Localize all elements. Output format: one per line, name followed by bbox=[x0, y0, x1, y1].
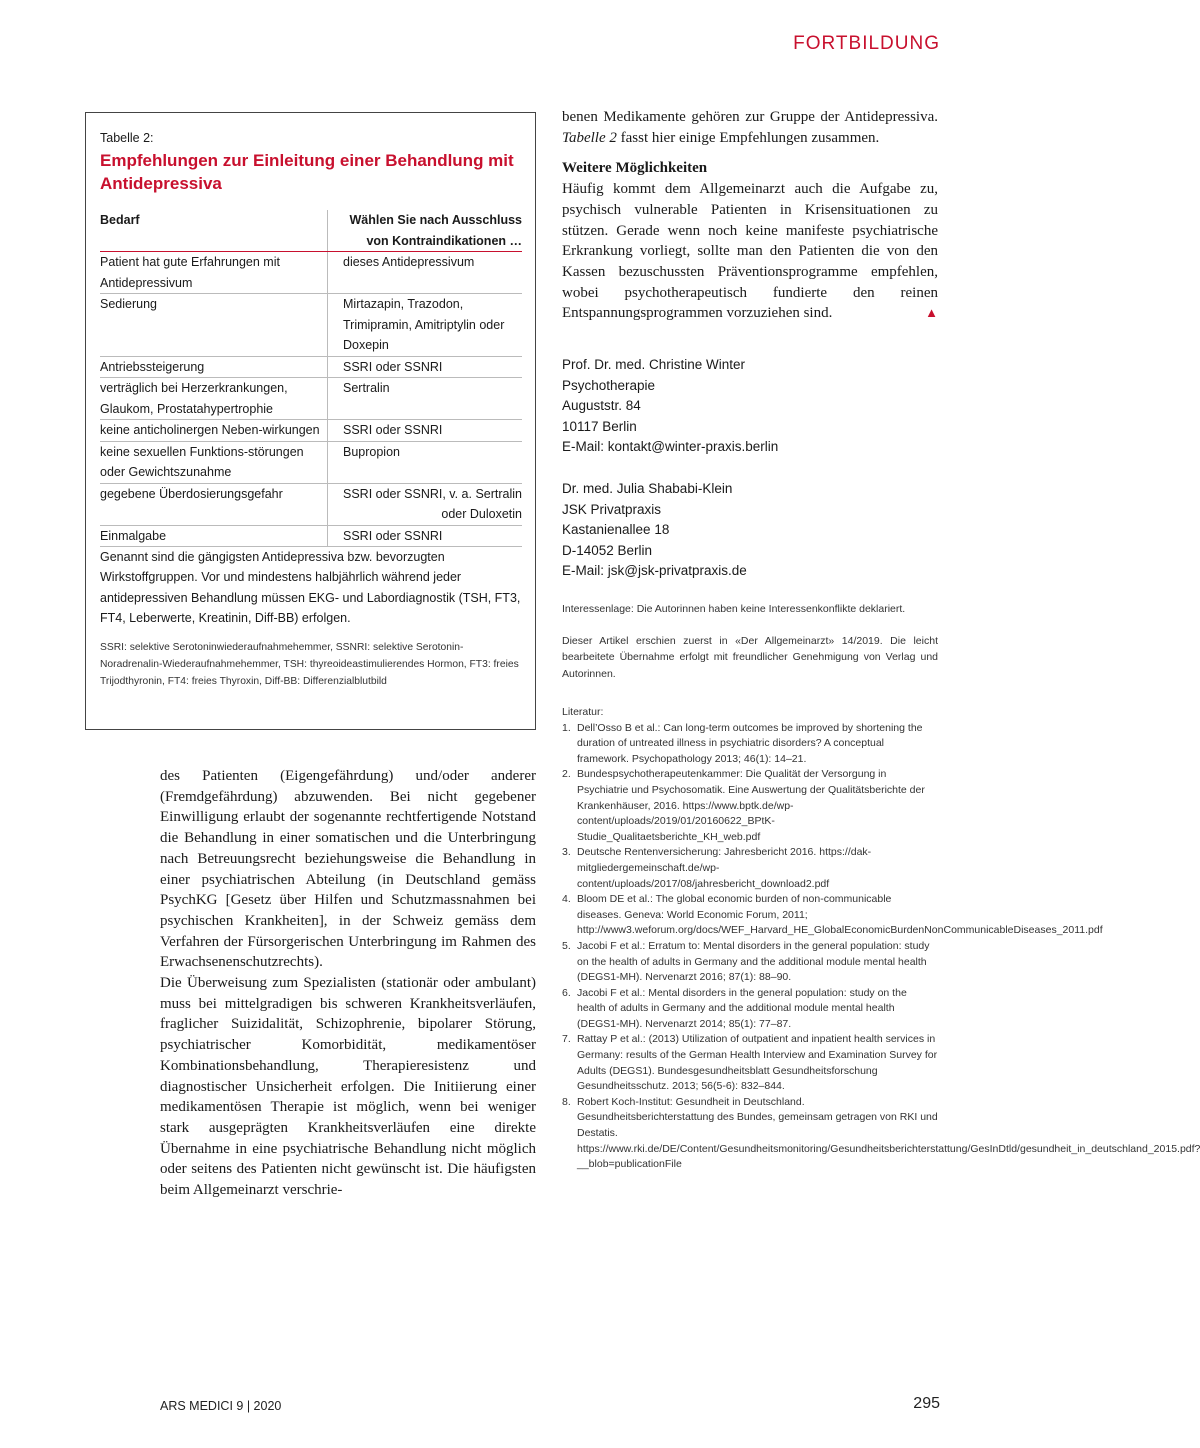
recommendation-table bbox=[100, 210, 522, 547]
section-subheading: Weitere Möglichkeiten bbox=[562, 160, 708, 177]
reference-item: 7. Rattay P et al.: (2013) Utilization of outpatient and inpatient health services in Germany: results of the German Health Interview and Examination Survey for Adults (DEGS1). Bundesgesundheitsblatt Gesundheitsforschung Gesundheitsschutz. 2013; 56(5-6): 832–844. bbox=[562, 1033, 938, 1093]
table-box bbox=[85, 112, 536, 730]
end-triangle-icon: ▲ bbox=[925, 305, 938, 321]
reference-list bbox=[562, 721, 1200, 1173]
body-paragraph: des Patienten (Eigengefährdung) und/oder anderer (Fremdgefährdung) abzuwenden. Bei nicht gegebener Einwilligung erlaubt der sogenannte rechtfertigende Notstand die Behandlung in einer somatischen und die Unterbringung nach Betreuungsrecht beziehungsweise die Behandlung in einer psychiatrischen Abteilung (in Deutschland gemäss PsychKG [Gesetz über Hilfen und Schutzmassnahmen bei psychischen Krankheiten], in der Schweiz gemäss dem Verfahren der Fürsorgerischen Unterbringung im Rahmen des Erwachsenenschutzrechts). bbox=[160, 768, 536, 971]
author-address-1 bbox=[562, 355, 938, 458]
author-email: E-Mail: kontakt@winter-praxis.berlin bbox=[562, 439, 779, 455]
reference-item: 1. Dell’Osso B et al.: Can long-term outcomes be improved by shortening the duration of untreated illness in psychiatric disorders? A conceptual framework. Psychopathology 2013; 46(1): 14–21. bbox=[562, 721, 923, 765]
cell-choice: Mirtazapin, Trazodon, Trimipramin, Amitriptylin oder Doxepin bbox=[328, 294, 523, 357]
table-title: Empfehlungen zur Einleitung einer Behandlung mit Antidepressiva bbox=[100, 151, 514, 193]
reference-item: 6. Jacobi F et al.: Mental disorders in the general population: study on the health of adults in Germany and the additional module mental health (DEGS1-MH). Nervenarzt 2014; 85(1): 77–87. bbox=[562, 986, 907, 1030]
cell-choice: SSRI oder SSNRI bbox=[328, 420, 523, 442]
col-header-need: Bedarf bbox=[100, 210, 328, 252]
text-run: benen Medikamente gehören zur Gruppe der Antidepressiva. bbox=[562, 109, 938, 125]
cell-choice: Bupropion bbox=[328, 441, 523, 483]
cell-need: keine anticholinergen Neben-wirkungen bbox=[100, 420, 328, 442]
author-street: Kastanienallee 18 bbox=[562, 522, 670, 538]
right-body-column bbox=[562, 107, 938, 324]
table-row bbox=[100, 294, 522, 357]
table-row bbox=[100, 483, 522, 525]
reference-item: 4. Bloom DE et al.: The global economic burden of non-communicable diseases. Geneva: World Economic Forum, 2011; http://www3.weforum.org/docs/WEF_Harvard_HE_GlobalEconomicBurdenNonCommunicableDiseases_2011.pdf bbox=[562, 893, 1103, 937]
table-content bbox=[100, 131, 522, 691]
table-row bbox=[100, 378, 522, 420]
author-name: Prof. Dr. med. Christine Winter bbox=[562, 357, 746, 372]
author-street: Auguststr. 84 bbox=[562, 398, 641, 414]
cell-need: Patient hat gute Erfahrungen mit Antidepressivum bbox=[100, 252, 328, 294]
cell-choice: dieses Antidepressivum bbox=[328, 252, 523, 294]
text-run: fasst hier einige Empfehlungen zusammen. bbox=[620, 129, 880, 146]
table-row bbox=[100, 252, 522, 294]
table-header-row bbox=[100, 210, 522, 252]
table-label: Tabelle 2: bbox=[100, 131, 154, 145]
page-number: 295 bbox=[913, 1395, 940, 1412]
conflict-statement: Interessenlage: Die Autorinnen haben keine Interessenkonflikte deklariert. bbox=[562, 603, 906, 615]
cell-choice: Sertralin bbox=[328, 378, 523, 420]
table-note: Genannt sind die gängigsten Antidepressiva bzw. bevorzugten Wirkstoffgruppen. Vor und mindestens halbjährlich während jeder antidepressiven Behandlung müssen EKG- und Labordiagnostik (TSH, FT3, FT4, Leberwerte, Kreatinin, Diff-BB) erfolgen. bbox=[100, 550, 521, 625]
reference-item: 3. Deutsche Rentenversicherung: Jahresbericht 2016. https://dak-mitgliedergemeinschaft.de/wp-content/uploads/2017/08/jahresbericht_download2.pdf bbox=[562, 846, 872, 890]
author-address-2 bbox=[562, 479, 938, 582]
cell-need: Einmalgabe bbox=[100, 525, 328, 547]
reference-item: 5. Jacobi F et al.: Erratum to: Mental disorders in the general population: study on the health of adults in Germany and the additional module mental health (DEGS1-MH). Nervenarzt 2016; 87(1): 88–90. bbox=[562, 939, 930, 984]
cell-need: gegebene Überdosierungsgefahr bbox=[100, 483, 328, 525]
table-reference: Tabelle 2 bbox=[562, 129, 617, 146]
section-rubric: FORTBILDUNG bbox=[793, 33, 940, 54]
body-paragraph bbox=[562, 107, 938, 148]
cell-need: keine sexuellen Funktions-störungen oder Gewichtszunahme bbox=[100, 441, 328, 483]
author-email: E-Mail: jsk@jsk-privatpraxis.de bbox=[562, 563, 747, 579]
cell-choice: SSRI oder SSNRI bbox=[328, 356, 523, 378]
cell-need: Sedierung bbox=[100, 294, 328, 357]
literature-section bbox=[562, 705, 1200, 1173]
table-row bbox=[100, 420, 522, 442]
left-body-column bbox=[160, 766, 536, 1201]
author-city: D-14052 Berlin bbox=[562, 542, 653, 558]
author-name: Dr. med. Julia Shababi-Klein bbox=[562, 481, 733, 496]
table-row bbox=[100, 525, 522, 547]
table-row bbox=[100, 441, 522, 483]
cell-choice: SSRI oder SSNRI bbox=[328, 525, 523, 547]
cell-need: verträglich bei Herzerkrankungen, Glaukom, Prostatahypertrophie bbox=[100, 378, 328, 420]
author-dept: JSK Privatpraxis bbox=[562, 501, 662, 517]
literature-heading: Literatur: bbox=[562, 706, 604, 718]
reference-item: 8. Robert Koch-Institut: Gesundheit in Deutschland. Gesundheitsberichterstattung des Bundes, gemeinsam getragen von RKI und Destatis. https://www.rki.de/DE/Content/Gesundheitsmonitoring/Gesundheitsberichterstattung/GesInDtld/gesundheit_in_deutschland_2015.pdf?__blob=publicationFile bbox=[562, 1095, 1200, 1171]
text-run: Häufig kommt dem Allgemeinarzt auch die Aufgabe zu, psychisch vulnerable Patienten in Krisensituationen zu stützen. Gerade wenn noch keine manifeste psychiatrische Erkrankung vorliegt, sollte man den Patienten die von den Kassen bezuschussten Präventionsprogramme empfehlen, wobei psychotherapeutisch fundierte den reinen Entspannungsprogrammen vorzuziehen sind. bbox=[562, 181, 938, 322]
cell-need: Antriebssteigerung bbox=[100, 356, 328, 378]
cell-choice: SSRI oder SSNRI, v. a. Sertralin oder Duloxetin bbox=[328, 483, 523, 525]
reference-item: 2. Bundespsychotherapeutenkammer: Die Qualität der Versorgung in Psychiatrie und Psychosomatik. Eine Auswertung der Qualitätsberichte der Krankenhäuser, 2016. https://www.bptk.de/wp-content/uploads/2019/01/20160622_BPtK-Studie_Qualitaetsberichte_KH_web.pdf bbox=[562, 768, 925, 843]
body-paragraph bbox=[562, 179, 938, 324]
body-paragraph: Die Überweisung zum Spezialisten (stationär oder ambulant) muss bei mittelgradigen bis schweren Krankheitsverläufen, fraglicher Suizidalität, Schizophrenie, bipolarer Störung, psychiatrischer Komorbidität, medikamentöser Kombinationsbehandlung, Therapieresistenz und diagnostischer Unsicherheit erfolgen. Die Initiierung einer medikamentösen Therapie ist möglich, wenn bei weniger stark ausgeprägten Krankheitsverläufen eine direkte Übernahme in eine psychiatrische Behandlung nicht möglich oder seitens des Patienten nicht gewünscht ist. Die häufigsten beim Allgemeinarzt verschrie- bbox=[160, 975, 536, 1199]
author-city: 10117 Berlin bbox=[562, 418, 637, 434]
publication-note: Dieser Artikel erschien zuerst in «Der Allgemeinarzt» 14/2019. Die leicht bearbeitete Übernahme erfolgt mit freundlicher Genehmigung von Verlag und Autorinnen. bbox=[562, 635, 938, 680]
author-dept: Psychotherapie bbox=[562, 377, 656, 393]
journal-footer: ARS MEDICI 9 | 2020 bbox=[160, 1399, 282, 1413]
col-header-choice: Wählen Sie nach Ausschluss von Kontraindikationen … bbox=[328, 210, 523, 252]
table-footnote: SSRI: selektive Serotoninwiederaufnahmehemmer, SSNRI: selektive Serotonin-Noradrenalin-Wiederaufnahmehemmer, TSH: thyreoideastimulierendes Hormon, FT3: freies Trijodthyronin, FT4: freies Thyroxin, Diff-BB: Differenzialblutbild bbox=[100, 642, 519, 687]
table-row bbox=[100, 356, 522, 378]
